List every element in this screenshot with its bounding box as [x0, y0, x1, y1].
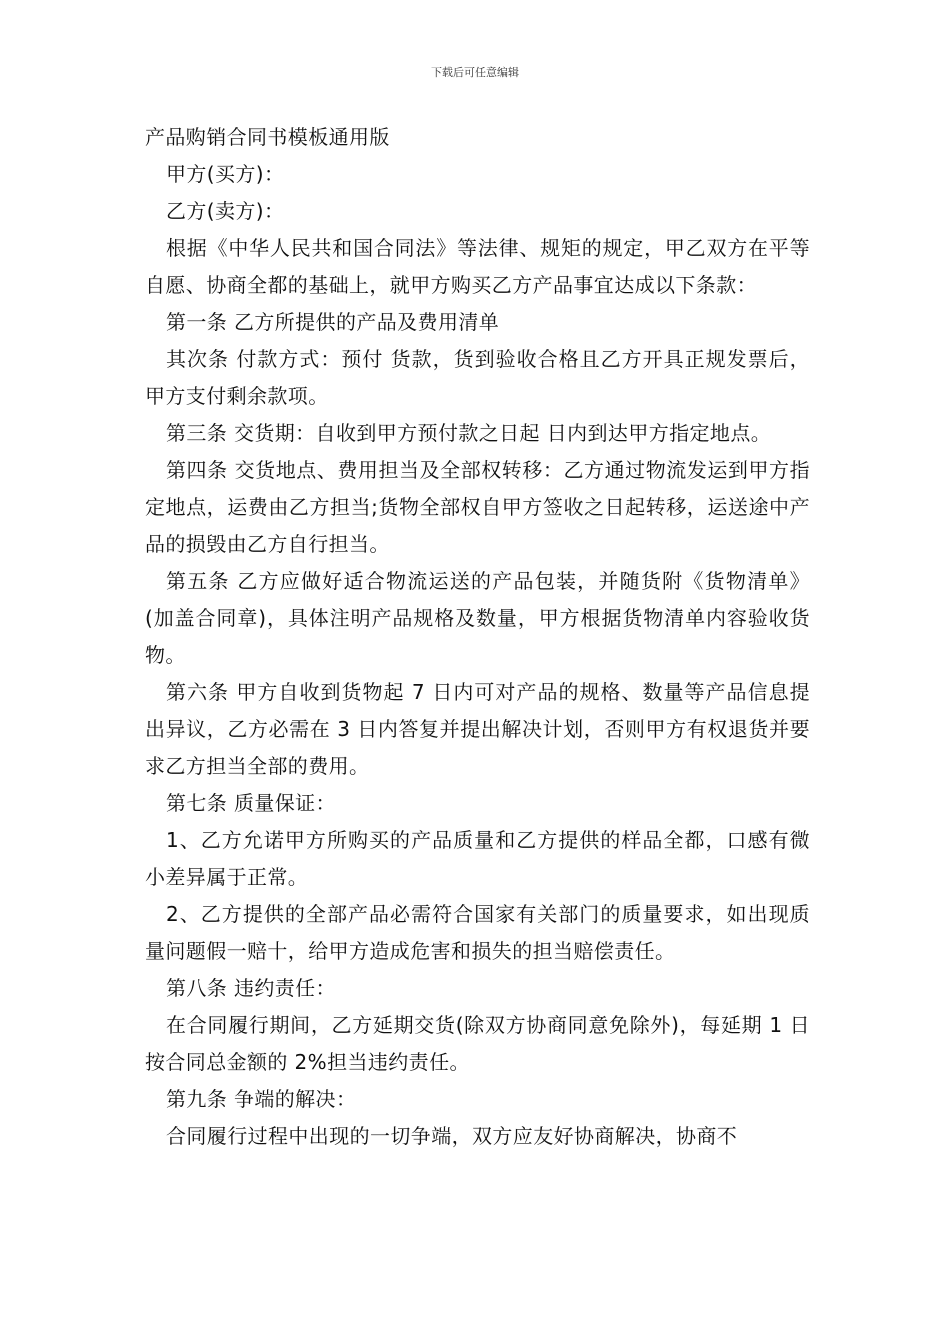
article-7-item-1: 1、乙方允诺甲方所购买的产品质量和乙方提供的样品全都，口感有微小差异属于正常。 [145, 828, 810, 889]
article-7-item-2: 2、乙方提供的全部产品必需符合国家有关部门的质量要求，如出现质量问题假一赔十，给甲方造成危害和损失的担当赔偿责任。 [145, 902, 810, 963]
article-9-body: 合同履行过程中出现的一切争端，双方应友好协商解决，协商不 [166, 1124, 738, 1148]
document-body [145, 119, 810, 1155]
article-8-heading: 第八条 违约责任： [166, 976, 336, 1000]
preamble-paragraph: 根据《中华人民共和国合同法》等法律、规矩的规定，甲乙双方在平等自愿、协商全都的基础上，就甲方购买乙方产品事宜达成以下条款： [145, 236, 810, 297]
article-2: 其次条 付款方式：预付 货款，货到验收合格且乙方开具正规发票后，甲方支付剩余款项。 [145, 347, 810, 408]
article-7-heading: 第七条 质量保证： [166, 791, 336, 815]
article-1: 第一条 乙方所提供的产品及费用清单 [166, 310, 500, 334]
article-5: 第五条 乙方应做好适合物流运送的产品包装，并随货附《货物清单》(加盖合同章)，具体注明产品规格及数量，甲方根据货物清单内容验收货物。 [145, 569, 810, 667]
article-6: 第六条 甲方自收到货物起 7 日内可对产品的规格、数量等产品信息提出异议，乙方必需在 3 日内答复并提出解决计划，否则甲方有权退货并要求乙方担当全部的费用。 [145, 680, 810, 778]
article-3: 第三条 交货期：自收到甲方预付款之日起 日内到达甲方指定地点。 [166, 421, 772, 445]
party-a-line: 甲方(买方)： [166, 162, 285, 186]
article-9-heading: 第九条 争端的解决： [166, 1087, 357, 1111]
party-b-line: 乙方(卖方)： [166, 199, 285, 223]
article-8-body: 在合同履行期间，乙方延期交货(除双方协商同意免除外)，每延期 1 日按合同总金额的 2%担当违约责任。 [145, 1013, 810, 1074]
article-4: 第四条 交货地点、费用担当及全部权转移：乙方通过物流发运到甲方指定地点，运费由乙方担当;货物全部权自甲方签收之日起转移，运送途中产品的损毁由乙方自行担当。 [145, 458, 810, 556]
document-title: 产品购销合同书模板通用版 [145, 125, 390, 149]
header-note: 下载后可任意编辑 [431, 66, 519, 79]
